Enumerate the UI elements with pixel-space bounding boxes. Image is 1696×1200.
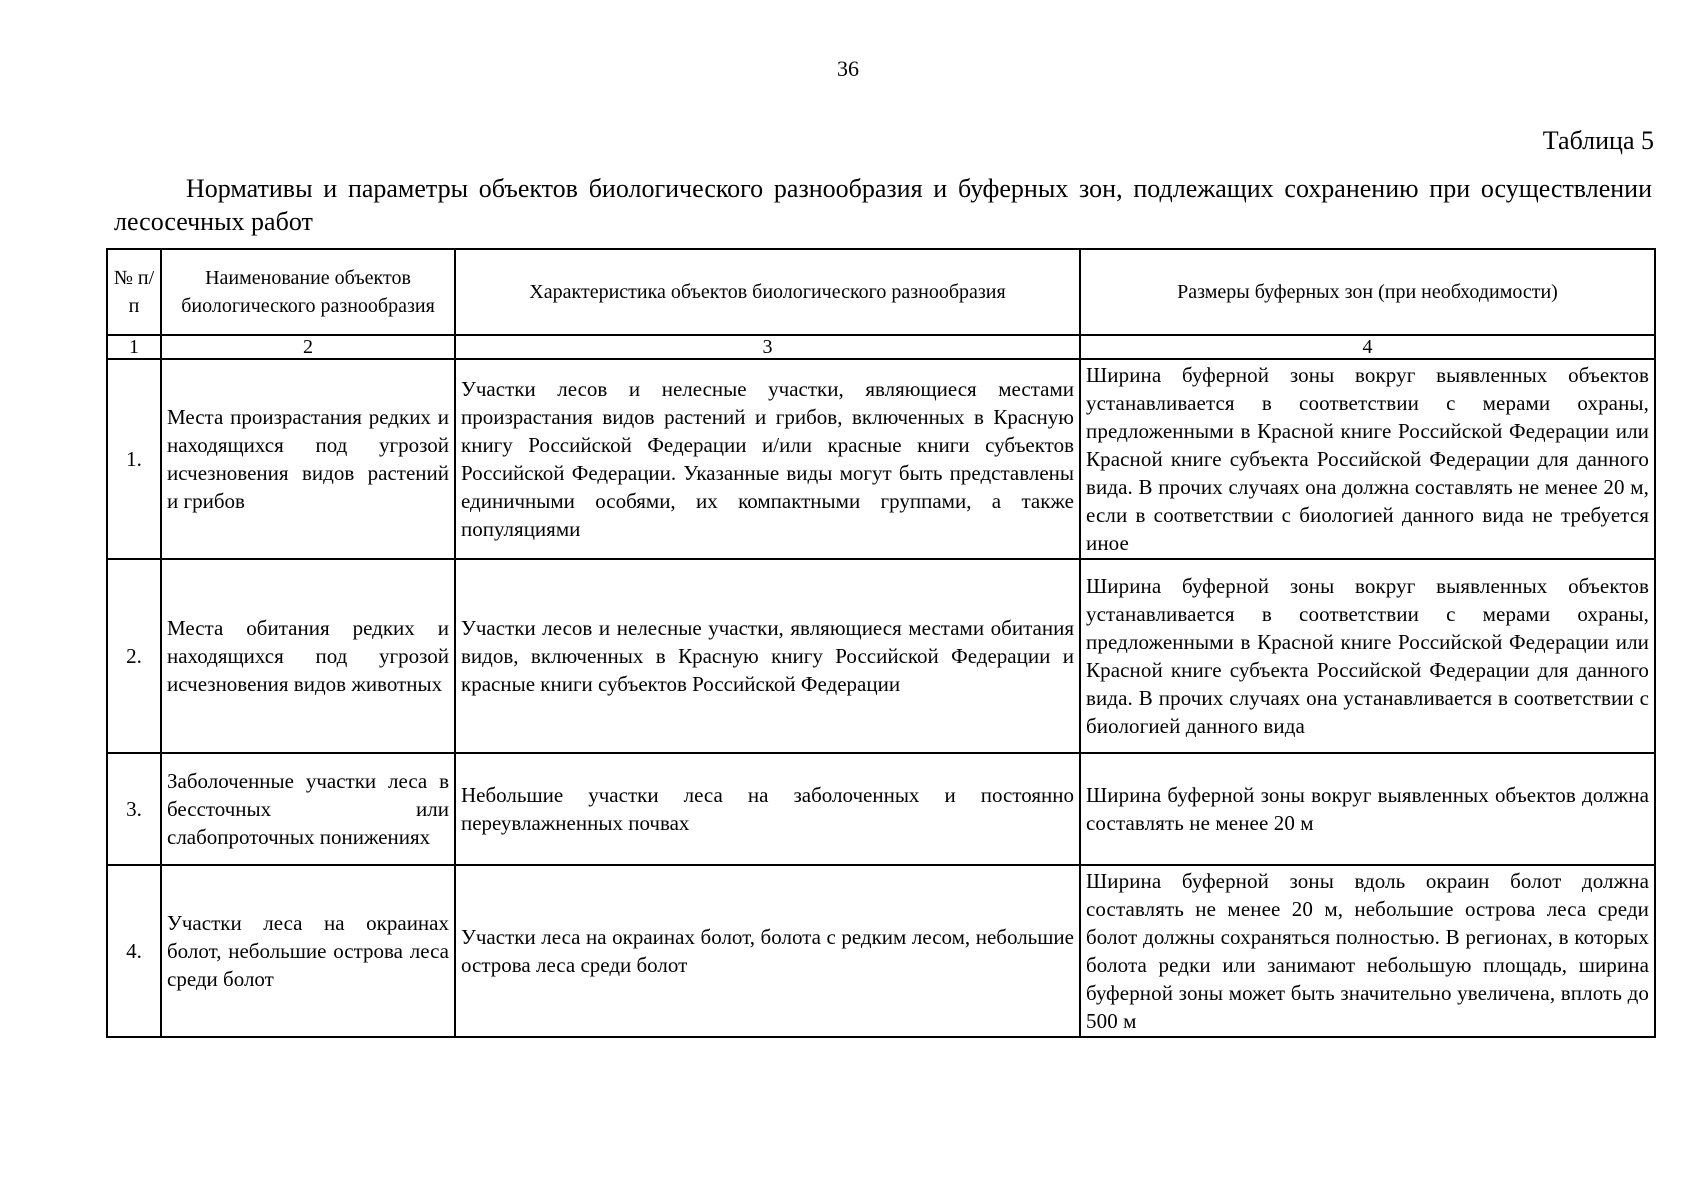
table-row [107,753,1655,865]
column-number: 2 [161,335,455,359]
row-number: 1. [107,359,161,559]
object-name: Места произрастания редких и находящихся под угрозой исчезновения видов растений и грибов [161,359,455,559]
column-number: 4 [1080,335,1655,359]
biodiversity-table [106,248,1656,1038]
header-buffer: Размеры буферных зон (при необходимости) [1080,249,1655,335]
column-number-row [107,335,1655,359]
table-row [107,559,1655,753]
object-description: Участки лесов и нелесные участки, являющиеся местами обитания видов, включенных в Красную книгу Российской Федерации и красные книги субъектов Российской Федерации [455,559,1080,753]
object-name: Участки леса на окраинах болот, небольшие острова леса среди болот [161,865,455,1037]
row-number: 4. [107,865,161,1037]
document-title: Нормативы и параметры объектов биологического разнообразия и буферных зон, подлежащих сохранению при осуществлении лесосечных работ [114,174,1652,236]
page-number: 36 [837,56,859,81]
object-description: Небольшие участки леса на заболоченных и постоянно переувлажненных почвах [455,753,1080,865]
row-number: 3. [107,753,161,865]
header-name: Наименование объектов биологического разнообразия [161,249,455,335]
object-description: Участки лесов и нелесные участки, являющиеся местами произрастания видов растений и грибов, включенных в Красную книгу Российской Федерации и/или красные книги субъектов Российской Федерации. Указанные виды могут быть представлены единичными особями, их компактными группами, а также популяциями [455,359,1080,559]
row-number: 2. [107,559,161,753]
object-name: Заболоченные участки леса в бессточных или слабопроточных понижениях [161,753,455,865]
header-num: № п/п [107,249,161,335]
table-header-row [107,249,1655,335]
column-number: 1 [107,335,161,359]
object-name: Места обитания редких и находящихся под угрозой исчезновения видов животных [161,559,455,753]
buffer-zone: Ширина буферной зоны вдоль окраин болот должна составлять не менее 20 м, небольшие острова леса среди болот должны сохраняться полностью. В регионах, в которых болота редки или занимают небольшую площадь, ширина буферной зоны может быть значительно увеличена, вплоть до 500 м [1080,865,1655,1037]
table-row [107,865,1655,1037]
table-row [107,359,1655,559]
object-description: Участки леса на окраинах болот, болота с редким лесом, небольшие острова леса среди болот [455,865,1080,1037]
buffer-zone: Ширина буферной зоны вокруг выявленных объектов устанавливается в соответствии с мерами охраны, предложенными в Красной книге Российской Федерации или Красной книге субъекта Российской Федерации для данного вида. В прочих случаях она должна составлять не менее 20 м, если в соответствии с биологией данного вида не требуется иное [1080,359,1655,559]
table-label: Таблица 5 [1542,126,1654,155]
buffer-zone: Ширина буферной зоны вокруг выявленных объектов устанавливается в соответствии с мерами охраны, предложенными в Красной книге Российской Федерации или Красной книге субъекта Российской Федерации для данного вида. В прочих случаях она устанавливается в соответствии с биологией данного вида [1080,559,1655,753]
header-description: Характеристика объектов биологического разнообразия [455,249,1080,335]
buffer-zone: Ширина буферной зоны вокруг выявленных объектов должна составлять не менее 20 м [1080,753,1655,865]
column-number: 3 [455,335,1080,359]
